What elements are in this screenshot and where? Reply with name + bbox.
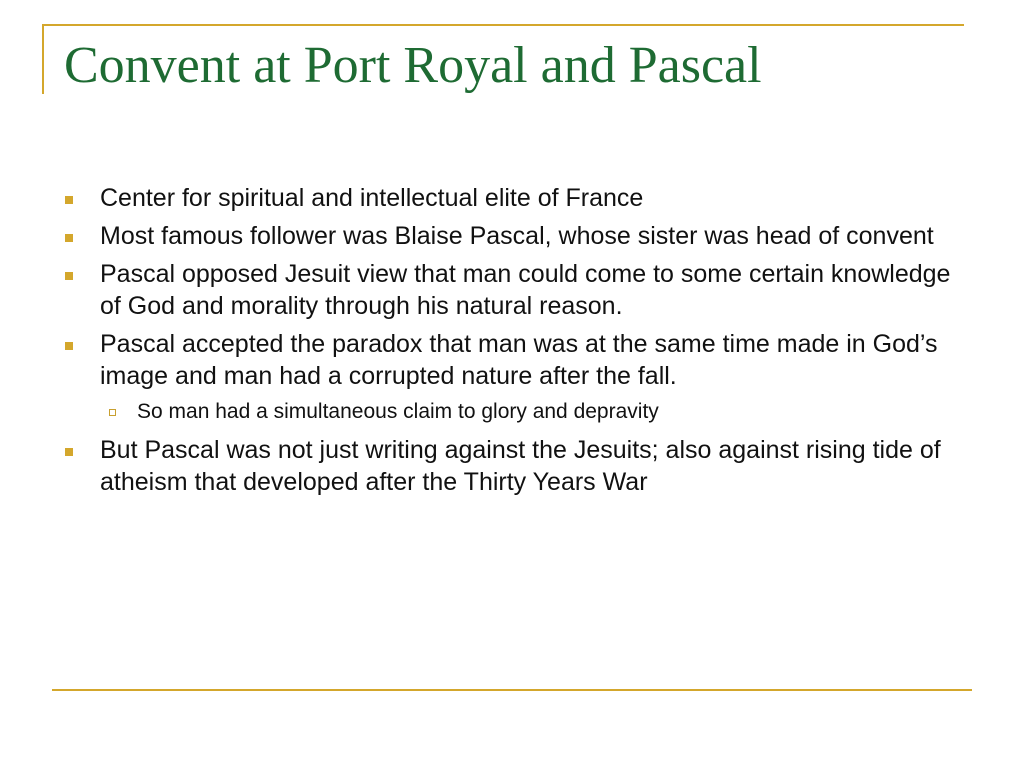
bullet-item [62,328,962,392]
square-bullet-icon [65,448,73,456]
slide-title: Convent at Port Royal and Pascal [64,37,762,94]
sub-bullet-text: So man had a simultaneous claim to glory and depravity [137,400,659,423]
bullet-item [62,434,962,498]
bullet-text: Pascal accepted the paradox that man was at the same time made in God’s image and man had a corrupted nature after the fall. [100,330,938,390]
top-border-line [42,24,964,26]
bullet-text: Most famous follower was Blaise Pascal, whose sister was head of convent [100,222,934,250]
sub-bullet-item [62,398,962,426]
square-bullet-icon [65,342,73,350]
bullet-list [62,182,962,504]
left-border-line [42,24,44,94]
bullet-text: Pascal opposed Jesuit view that man could come to some certain knowledge of God and morality through his natural reason. [100,260,951,320]
square-bullet-icon [65,272,73,280]
bullet-text: But Pascal was not just writing against the Jesuits; also against rising tide of atheism that developed after the Thirty Years War [100,436,941,496]
bullet-item [62,220,962,252]
bullet-item [62,258,962,322]
bottom-border-line [52,689,972,691]
bullet-text: Center for spiritual and intellectual elite of France [100,184,644,212]
bullet-item [62,182,962,214]
square-bullet-icon [65,234,73,242]
hollow-square-bullet-icon [109,409,116,416]
square-bullet-icon [65,196,73,204]
